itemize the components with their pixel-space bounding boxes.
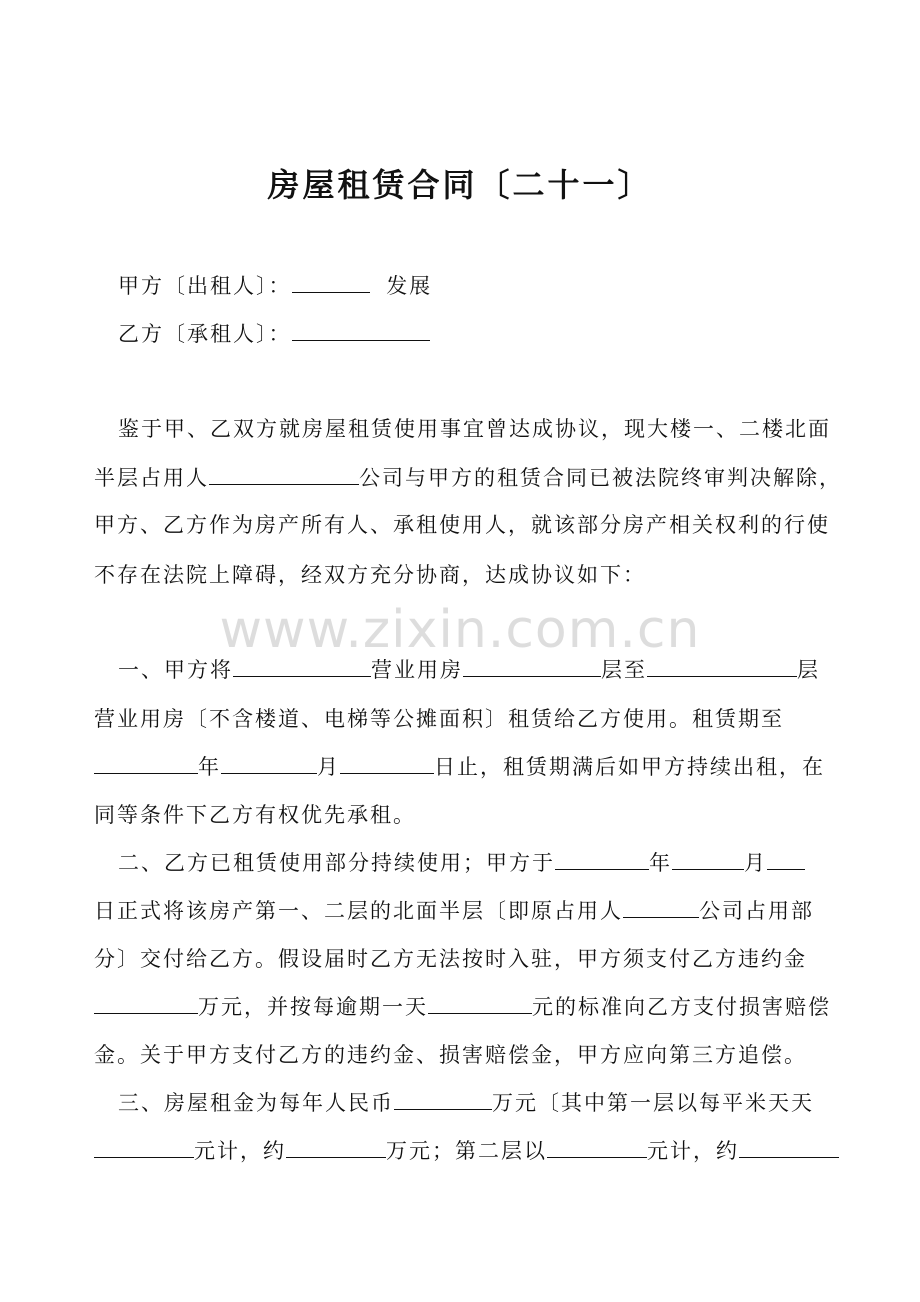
clause3-line-2: [94, 1136, 834, 1166]
clause2-line-4: [94, 992, 834, 1022]
blank-field: [394, 1091, 492, 1110]
clause2-line-1: [94, 848, 834, 878]
blank-field: [767, 851, 805, 870]
intro-line-2: [94, 463, 842, 493]
blank-field: [555, 851, 649, 870]
blank-field: [209, 466, 359, 485]
blank-field: [292, 274, 370, 293]
blank-field: [292, 322, 430, 341]
watermark: www.zixin.com.cn: [219, 600, 701, 660]
blank-field: [94, 995, 198, 1014]
clause3-line-1: [94, 1088, 834, 1118]
clause-text: 公司占用部: [699, 899, 814, 923]
intro-line-1: 鉴于甲、乙双方就房屋租赁使用事宜曾达成协议，现大楼一、二楼北面: [118, 417, 831, 441]
party-a-suffix: 发展: [386, 274, 433, 298]
blank-field: [221, 755, 317, 774]
blank-field: [286, 1139, 386, 1158]
clause-text: 三、房屋租金为每年人民币: [118, 1091, 394, 1115]
blank-field: [647, 658, 797, 677]
blank-field: [94, 755, 198, 774]
blank-field: [672, 851, 744, 870]
intro-text: 半层占用人: [94, 466, 209, 490]
clause1-line-4: 同等条件下乙方有权优先承租。: [94, 803, 416, 827]
clause-text: 营业用房: [371, 658, 463, 682]
clause1-line-2: 营业用房〔不含楼道、电梯等公摊面积〕租赁给乙方使用。租赁期至: [94, 707, 784, 731]
clause2-line-3: 分〕交付给乙方。假设届时乙方无法按时入驻，甲方须支付乙方违约金: [94, 947, 807, 971]
clause-text: 年: [649, 851, 672, 875]
clause-text: 二、乙方已租赁使用部分持续使用；甲方于: [118, 851, 555, 875]
clause-text: 元的标准向乙方支付损害赔偿: [532, 995, 831, 1019]
clause1-line-1: [94, 655, 834, 685]
document-title: 房屋租赁合同〔二十一〕: [267, 166, 653, 204]
party-a-label: 甲方〔出租人〕：: [118, 274, 292, 298]
intro-line-3: 甲方、乙方作为房产所有人、承租使用人，就该部分房产相关权利的行使: [94, 513, 830, 537]
blank-field: [623, 899, 699, 918]
clause-text: 层至: [601, 658, 647, 682]
clause-text: 万元；第二层以: [386, 1139, 547, 1163]
clause1-line-3: [94, 752, 834, 782]
clause2-line-5: 金。关于甲方支付乙方的违约金、损害赔偿金，甲方应向第三方追偿。: [94, 1043, 807, 1067]
clause-text: 一、甲方将: [118, 658, 233, 682]
party-b-line: [118, 318, 430, 348]
clause-text: 元计，约: [194, 1139, 286, 1163]
blank-field: [739, 1139, 839, 1158]
clause-text: 层: [797, 658, 820, 682]
clause2-line-2: [94, 896, 834, 926]
blank-field: [547, 1139, 647, 1158]
intro-line-4: 不存在法院上障碍，经双方充分协商，达成协议如下：: [94, 563, 646, 587]
intro-text: 公司与甲方的租赁合同已被法院终审判决解除，: [359, 466, 842, 490]
blank-field: [340, 755, 434, 774]
party-a-line: [118, 270, 432, 300]
clause-text: 日止，租赁期满后如甲方持续出租，在: [434, 755, 825, 779]
clause-text: 年: [198, 755, 221, 779]
blank-field: [428, 995, 532, 1014]
clause-text: 日正式将该房产第一、二层的北面半层〔即原占用人: [94, 899, 623, 923]
blank-field: [233, 658, 371, 677]
blank-field: [463, 658, 601, 677]
clause-text: 月: [317, 755, 340, 779]
clause-text: 万元〔其中第一层以每平米天天: [492, 1091, 814, 1115]
blank-field: [94, 1139, 194, 1158]
party-b-label: 乙方〔承租人〕：: [118, 322, 292, 346]
clause-text: 万元，并按每逾期一天: [198, 995, 428, 1019]
clause-text: 元计，约: [647, 1139, 739, 1163]
clause-text: 月: [744, 851, 767, 875]
